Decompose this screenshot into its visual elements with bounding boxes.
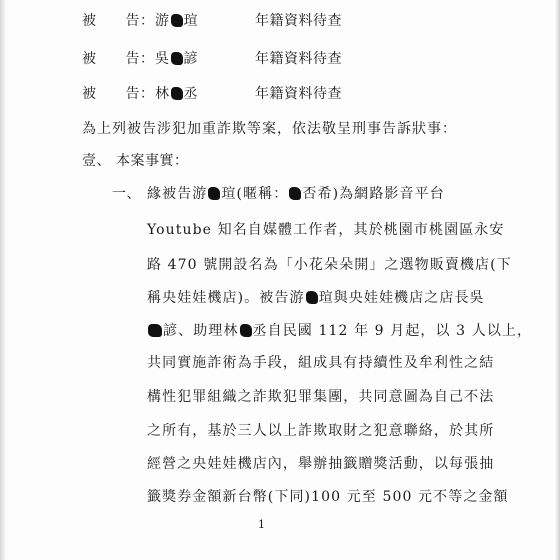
scan-shadow-left [0,0,6,560]
body-line-7: 構性犯罪組織之詐欺犯罪集團，共同意圖為自己不法 [147,389,495,405]
body-line-4: 稱央娃娃機店)。被告游 瑄與央娃娃機店之店長吳 [147,290,485,306]
party-label-1: 被 告： [82,13,155,29]
redaction-mark [306,291,318,304]
body-line-8: 之所有，基於三人以上詐欺取財之犯意聯絡，於其所 [147,423,495,439]
party-name-1: 游 瑄 [155,13,198,29]
page-number: 1 [258,518,265,531]
item-marker: 一、 [112,186,141,202]
body-line-6: 共同實施詐術為手段，組成具有持續性及牟利性之結 [147,355,495,371]
redaction-mark [289,187,301,200]
party-name-2: 吳 諺 [155,51,198,67]
redaction-mark [240,324,252,337]
scan-shadow-right [555,0,560,560]
party-status-3: 年籍資料待查 [255,86,342,102]
body-line-1: 緣被告游 瑄(暱稱： 否希)為網路影音平台 [147,186,445,202]
party-status-2: 年籍資料待查 [255,51,342,67]
redaction-mark [171,52,183,65]
redaction-mark [171,87,183,100]
party-label-3: 被 告： [82,86,155,102]
body-line-3: 路 470 號開設名為「小花朵朵開」之選物販賣機店(下 [147,257,512,273]
party-name-3: 林 丞 [155,86,198,102]
intro-text: 為上列被告涉犯加重詐欺等案，依法敬呈刑事告訴狀事： [82,121,457,137]
party-status-1: 年籍資料待查 [255,13,342,29]
body-line-2: Youtube 知名自媒體工作者，其於桃園市桃園區永安 [147,222,505,238]
redaction-mark [148,324,162,337]
section-heading: 壹、 本案事實： [82,153,189,169]
body-line-5: 諺、助理林 丞自民國 112 年 9 月起，以 3 人以上， [147,320,532,340]
body-line-10: 籤獎券金額新台幣(下同)100 元至 500 元不等之金額 [147,489,509,505]
party-label-2: 被 告： [82,51,155,67]
redaction-mark [171,14,183,27]
body-line-9: 經營之央娃娃機店內，舉辦抽籤贈獎活動，以每張抽 [147,456,495,472]
redaction-mark [208,187,220,200]
